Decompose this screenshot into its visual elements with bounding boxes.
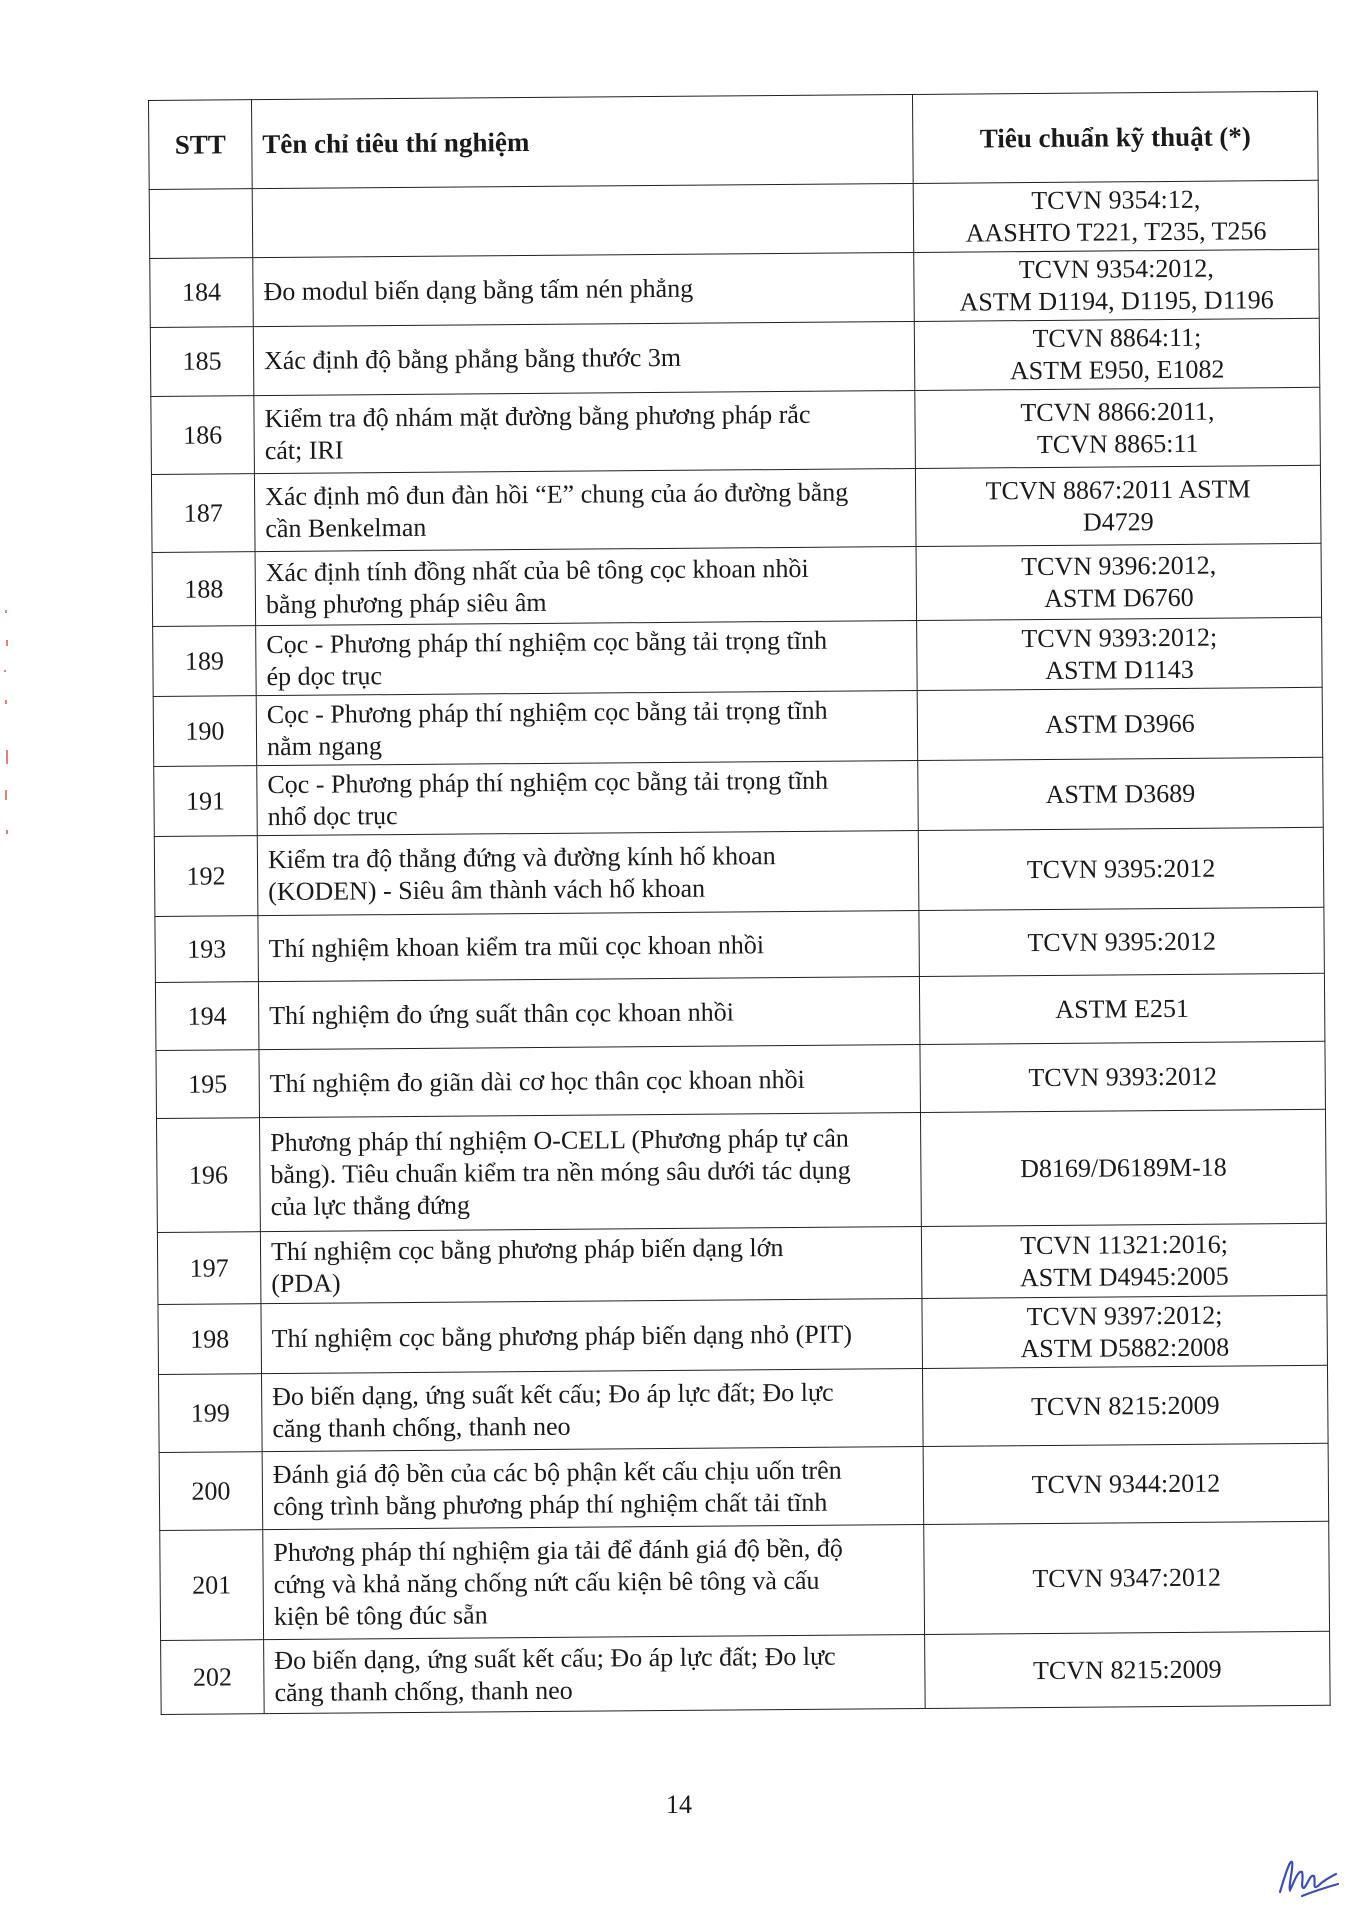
row-stt: 194 xyxy=(155,982,259,1051)
row-test-name: Kiểm tra độ nhám mặt đường bằng phương pháp rắc cát; IRI xyxy=(254,390,916,473)
row-technical-standard: TCVN 8866:2011, TCVN 8865:11 xyxy=(915,387,1321,468)
table-row xyxy=(154,827,1324,916)
row-test-name: Kiểm tra độ thẳng đứng và đường kính hố khoan (KODEN) - Siêu âm thành vách hố khoan xyxy=(257,830,919,915)
row-test-name: Thí nghiệm đo ứng suất thân cọc khoan nhồi xyxy=(258,976,920,1049)
row-technical-standard: TCVN 9344:2012 xyxy=(923,1443,1329,1524)
row-stt: 199 xyxy=(159,1374,263,1453)
table-row xyxy=(156,1109,1326,1232)
row-test-name: Xác định tính đồng nhất của bê tông cọc khoan nhồi bằng phương pháp siêu âm xyxy=(255,546,917,625)
row-test-name: Thí nghiệm cọc bằng phương pháp biến dạng lớn (PDA) xyxy=(260,1226,922,1303)
row-test-name: Xác định mô đun đàn hồi “E” chung của áo đường bằng cần Benkelman xyxy=(254,468,916,551)
table-row xyxy=(159,1365,1329,1452)
row-test-name: Thí nghiệm cọc bằng phương pháp biến dạng nhỏ (PIT) xyxy=(261,1298,923,1373)
row-technical-standard: TCVN 9354:12, AASHTO T221, T235, T256 xyxy=(913,180,1319,252)
row-stt: 198 xyxy=(158,1304,262,1375)
row-test-name: Xác định độ bằng phẳng bằng thước 3m xyxy=(253,321,915,395)
row-technical-standard: TCVN 11321:2016; ASTM D4945:2005 xyxy=(921,1223,1327,1298)
row-technical-standard: TCVN 9393:2012 xyxy=(920,1041,1326,1112)
row-stt: 191 xyxy=(154,766,258,837)
table-row xyxy=(157,1223,1327,1304)
table-row xyxy=(151,387,1321,474)
row-test-name: Cọc - Phương pháp thí nghiệm cọc bằng tải trọng tĩnh nằm ngang xyxy=(256,690,918,765)
row-stt: 196 xyxy=(156,1118,260,1233)
table-row xyxy=(153,687,1323,766)
row-technical-standard: TCVN 9395:2012 xyxy=(919,907,1325,976)
table-row xyxy=(151,465,1321,552)
row-test-name: Đánh giá độ bền của các bộ phận kết cấu chịu uốn trên công trình bằng phương pháp thí nghiệm chất tải tĩnh xyxy=(262,1446,924,1529)
row-stt: 201 xyxy=(160,1530,264,1641)
table-row xyxy=(160,1521,1330,1640)
row-test-name: Phương pháp thí nghiệm gia tải để đánh giá độ bền, độ cứng và khả năng chống nứt cấu kiện bê tông và cấu kiện bê tông đúc sẵn xyxy=(263,1524,925,1639)
row-technical-standard: TCVN 9396:2012, ASTM D6760 xyxy=(916,543,1322,620)
header-stt: STT xyxy=(149,100,253,190)
row-technical-standard: TCVN 9347:2012 xyxy=(924,1521,1330,1634)
row-technical-standard: ASTM D3689 xyxy=(918,757,1324,830)
header-test-name: Tên chỉ tiêu thí nghiệm xyxy=(252,94,914,188)
row-test-name: Phương pháp thí nghiệm O-CELL (Phương pháp tự cân bằng). Tiêu chuẩn kiểm tra nền móng sâu dưới tác dụng của lực thẳng đứng xyxy=(259,1112,921,1231)
row-technical-standard: TCVN 8215:2009 xyxy=(922,1365,1328,1446)
table-row xyxy=(155,907,1324,982)
standards-table xyxy=(148,91,1331,1715)
row-test-name: Đo biến dạng, ứng suất kết cấu; Đo áp lực đất; Đo lực căng thanh chống, thanh neo xyxy=(264,1634,926,1713)
row-stt: 190 xyxy=(153,696,257,767)
row-technical-standard: ASTM E251 xyxy=(919,973,1325,1044)
row-technical-standard: D8169/D6189M-18 xyxy=(920,1109,1326,1226)
table-row xyxy=(150,249,1320,327)
row-stt: 193 xyxy=(155,916,259,983)
row-test-name: Thí nghiệm khoan kiểm tra mũi cọc khoan nhồi xyxy=(258,910,919,981)
row-stt: 200 xyxy=(159,1452,263,1531)
row-test-name: Đo biến dạng, ứng suất kết cấu; Đo áp lực đất; Đo lực căng thanh chống, thanh neo xyxy=(262,1368,924,1451)
table-row xyxy=(159,1443,1329,1530)
row-test-name: Cọc - Phương pháp thí nghiệm cọc bằng tải trọng tĩnh ép dọc trục xyxy=(256,620,918,695)
row-stt: 188 xyxy=(152,552,256,627)
table-row xyxy=(155,973,1324,1050)
row-test-name: Đo modul biến dạng bằng tấm nén phẳng xyxy=(253,252,915,326)
table-row xyxy=(156,1041,1325,1118)
row-test-name xyxy=(252,183,914,257)
table-row xyxy=(149,180,1319,258)
row-technical-standard: TCVN 9354:2012, ASTM D1194, D1195, D1196 xyxy=(914,249,1320,321)
row-test-name: Thí nghiệm đo giãn dài cơ học thân cọc khoan nhồi xyxy=(259,1044,921,1117)
row-stt: 187 xyxy=(151,474,255,553)
row-test-name: Cọc - Phương pháp thí nghiệm cọc bằng tải trọng tĩnh nhổ dọc trục xyxy=(257,760,919,835)
row-stt: 189 xyxy=(153,626,257,697)
table-body xyxy=(149,180,1330,1714)
table-row xyxy=(158,1295,1328,1374)
row-stt: 197 xyxy=(157,1232,261,1305)
row-stt: 184 xyxy=(150,258,254,328)
row-stt: 192 xyxy=(154,836,258,917)
row-stt: 186 xyxy=(151,396,255,475)
signature-mark xyxy=(1272,1852,1342,1902)
table-row xyxy=(153,617,1323,696)
row-technical-standard: ASTM D3966 xyxy=(917,687,1323,760)
table-row xyxy=(161,1631,1331,1714)
row-technical-standard: TCVN 9395:2012 xyxy=(918,827,1324,910)
row-stt: 185 xyxy=(150,327,254,397)
row-stt: 202 xyxy=(161,1640,265,1715)
table-row xyxy=(150,318,1320,396)
row-technical-standard: TCVN 8867:2011 ASTM D4729 xyxy=(915,465,1321,546)
row-technical-standard: TCVN 8864:11; ASTM E950, E1082 xyxy=(914,318,1320,390)
page-number: 14 xyxy=(666,1790,692,1819)
margin-marks xyxy=(0,600,14,860)
row-stt: 195 xyxy=(156,1050,260,1119)
row-technical-standard: TCVN 9397:2012; ASTM D5882:2008 xyxy=(922,1295,1328,1368)
table-row xyxy=(154,757,1324,836)
header-technical-standard: Tiêu chuẩn kỹ thuật (*) xyxy=(912,91,1318,183)
table-header-row xyxy=(149,91,1319,189)
row-stt xyxy=(149,189,253,259)
row-technical-standard: TCVN 9393:2012; ASTM D1143 xyxy=(917,617,1323,690)
table-row xyxy=(152,543,1322,626)
row-technical-standard: TCVN 8215:2009 xyxy=(925,1631,1331,1708)
